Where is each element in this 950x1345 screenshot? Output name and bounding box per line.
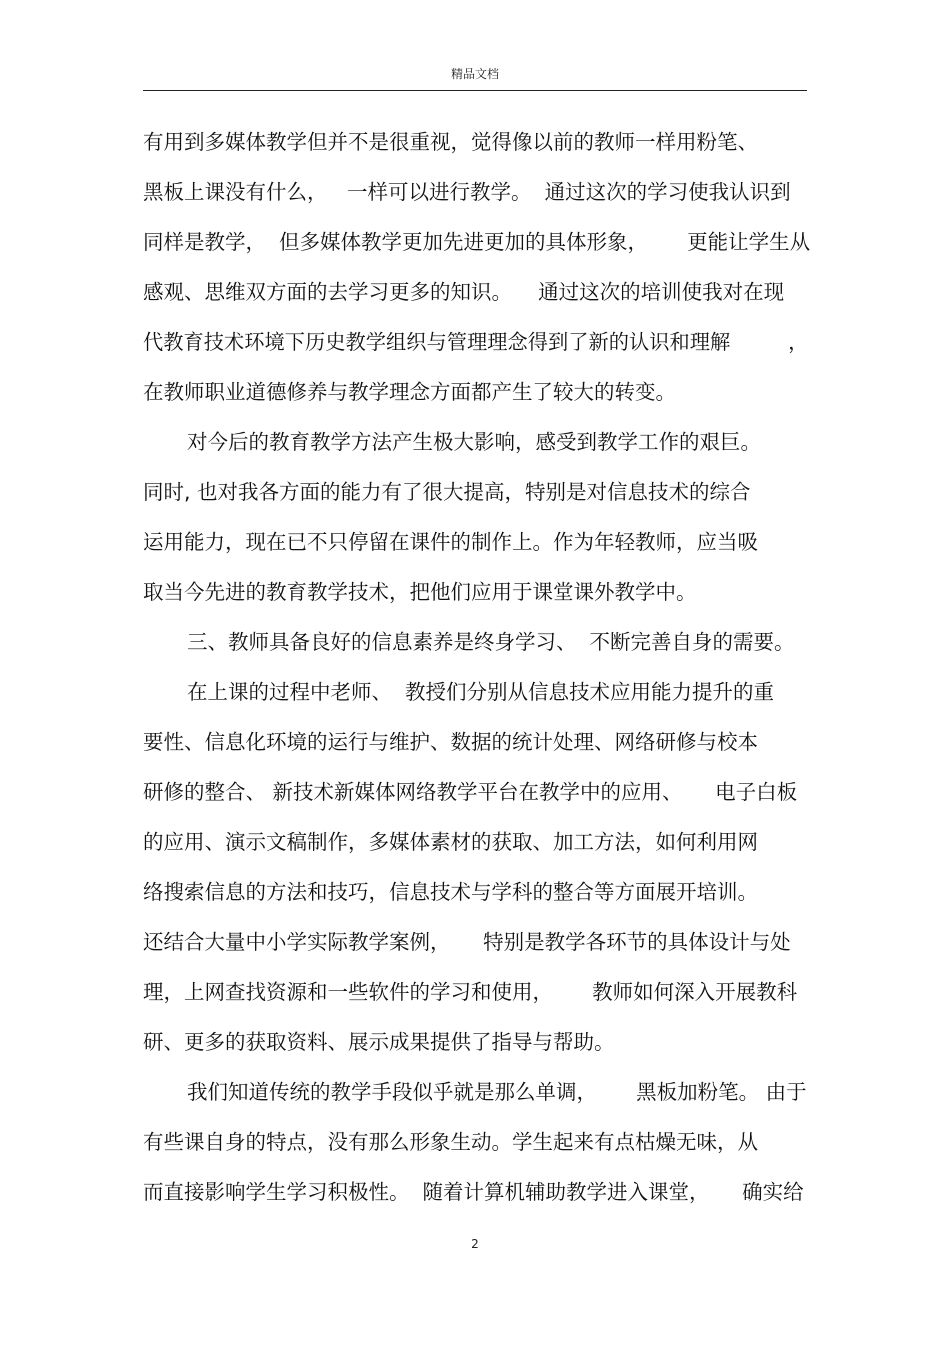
body-line: 取当今先进的教育教学技术，把他们应用于课堂课外教学中。 — [143, 580, 697, 604]
body-line: 研、更多的获取资料、展示成果提供了指导与帮助。 — [143, 1030, 615, 1054]
paragraph-first-line: 对今后的教育教学方法产生极大影响，感受到教学工作的艰巨。 — [187, 430, 761, 454]
page-header: 精品文档 — [450, 67, 499, 81]
body-line: 有用到多媒体教学但并不是很重视，觉得像以前的教师一样用粉笔、 — [143, 130, 758, 154]
section-heading: 三、教师具备良好的信息素养是终身学习、 不断完善自身的需要。 — [187, 630, 795, 654]
body-line: 运用能力，现在已不只停留在课件的制作上。作为年轻教师，应当吸 — [143, 530, 758, 554]
body-line: 研修的整合、 新技术新媒体网络教学平台在教学中的应用、 电子白板 — [143, 780, 798, 804]
body-line: 理，上网查找资源和一些软件的学习和使用， 教师如何深入开展教科 — [143, 980, 798, 1004]
body-line: 而直接影响学生学习积极性。 随着计算机辅助教学进入课堂， 确实给 — [143, 1180, 804, 1204]
body-line: 在教师职业道德修养与教学理念方面都产生了较大的转变。 — [143, 380, 676, 404]
header-divider — [143, 90, 807, 91]
body-line: 代教育技术环境下历史教学组织与管理理念得到了新的认识和理解 ， — [143, 330, 809, 354]
body-line: 同样是教学， 但多媒体教学更加先进更加的具体形象， 更能让学生从 — [143, 230, 811, 254]
body-line: 络搜索信息的方法和技巧，信息技术与学科的整合等方面展开培训。 — [143, 880, 758, 904]
body-line: 的应用、演示文稿制作，多媒体素材的获取、加工方法，如何利用网 — [143, 830, 758, 854]
paragraph-first-line: 我们知道传统的教学手段似乎就是那么单调， 黑板加粉笔。 由于 — [187, 1080, 807, 1104]
body-line: 同时, 也对我各方面的能力有了很大提高，特别是对信息技术的综合 — [143, 480, 751, 504]
body-line: 要性、信息化环境的运行与维护、数据的统计处理、网络研修与校本 — [143, 730, 758, 754]
paragraph-first-line: 在上课的过程中老师、 教授们分别从信息技术应用能力提升的重 — [187, 680, 775, 704]
body-line: 还结合大量中小学实际教学案例， 特别是教学各环节的具体设计与处 — [143, 930, 791, 954]
body-line: 有些课自身的特点，没有那么形象生动。学生起来有点枯燥无味，从 — [143, 1130, 758, 1154]
body-line: 感观、思维双方面的去学习更多的知识。 通过这次的培训使我对在现 — [143, 280, 785, 304]
body-line: 黑板上课没有什么， 一样可以进行教学。 通过这次的学习使我认识到 — [143, 180, 791, 204]
page-number: 2 — [471, 1237, 479, 1251]
